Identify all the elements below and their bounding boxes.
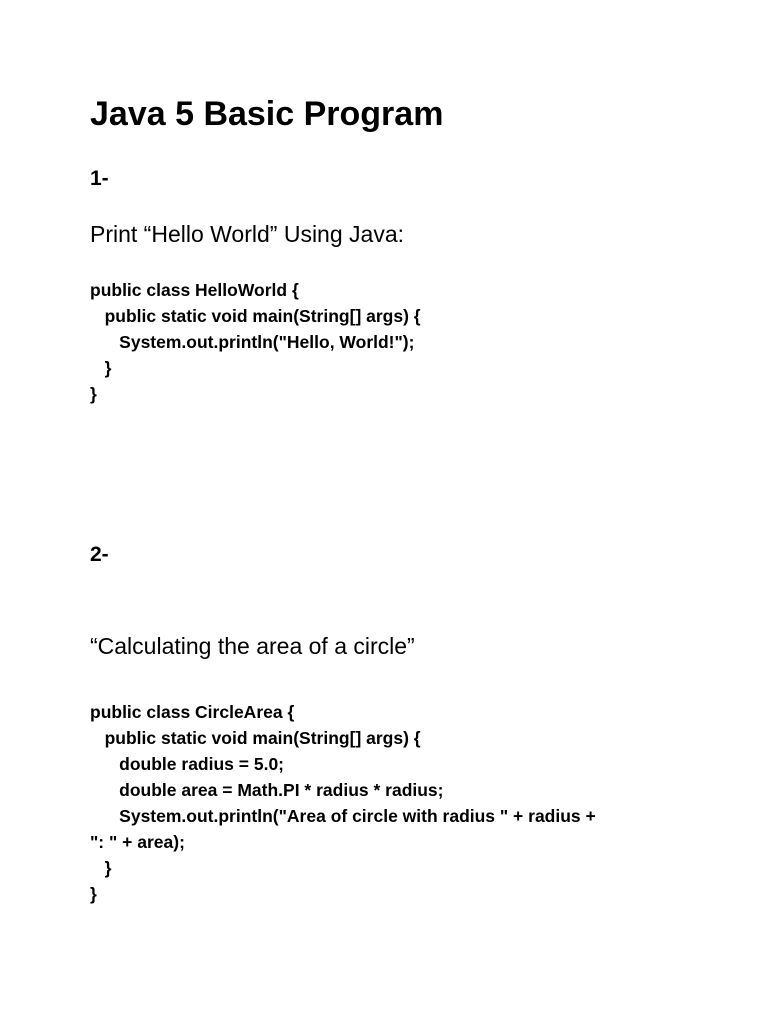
section-1-code-block xyxy=(90,277,730,407)
code-line: } xyxy=(90,858,112,878)
code-line: public class HelloWorld { xyxy=(90,280,299,300)
code-line: double radius = 5.0; xyxy=(90,754,285,774)
page-title: Java 5 Basic Program xyxy=(90,95,444,133)
code-line: } xyxy=(90,884,97,904)
section-2-heading: “Calculating the area of a circle” xyxy=(90,633,415,659)
code-line: public class CircleArea { xyxy=(90,702,295,722)
code-line: } xyxy=(90,384,97,404)
code-line: } xyxy=(90,358,112,378)
section-2-code-block xyxy=(90,699,730,907)
code-line: public static void main(String[] args) { xyxy=(90,306,421,326)
code-line: public static void main(String[] args) { xyxy=(90,728,421,748)
code-line: System.out.println("Area of circle with radius " + radius + xyxy=(90,806,596,826)
code-line: ": " + area); xyxy=(90,832,185,852)
section-2-number: 2- xyxy=(90,543,109,566)
code-line: System.out.println("Hello, World!"); xyxy=(90,332,415,352)
section-1-heading: Print “Hello World” Using Java: xyxy=(90,221,405,247)
code-line: double area = Math.PI * radius * radius; xyxy=(90,780,444,800)
section-1-number: 1- xyxy=(90,167,109,190)
